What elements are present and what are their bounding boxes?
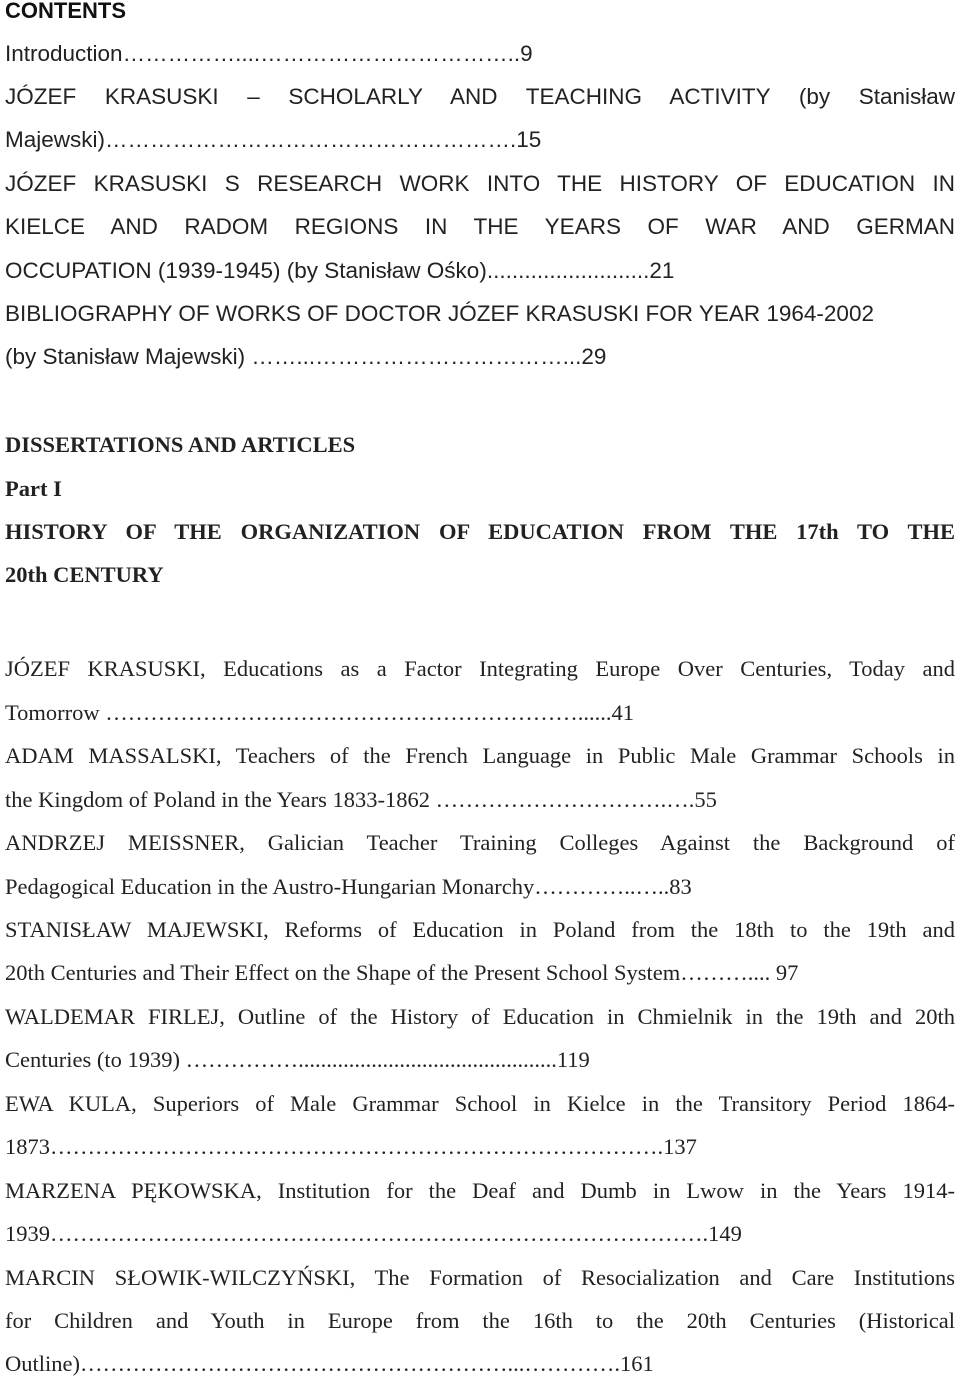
toc-line: (by Stanisław Majewski) ……...……………………………...29: [5, 344, 607, 369]
toc-line: ADAM MASSALSKI, Teachers of the French Language in Public Male Grammar Schools in: [5, 743, 955, 768]
toc-line: Pedagogical Education in the Austro-Hungarian Monarchy…………..…..83: [5, 874, 692, 899]
toc-line: ANDRZEJ MEISSNER, Galician Teacher Training Colleges Against the Background of: [5, 830, 955, 855]
toc-line: STANISŁAW MAJEWSKI, Reforms of Education in Poland from the 18th to the 19th and: [5, 917, 955, 942]
section-title: DISSERTATIONS AND ARTICLES: [5, 432, 356, 457]
toc-line: OCCUPATION (1939-1945) (by Stanisław Ośko)..........................21: [5, 258, 675, 283]
toc-line: Outline)…………………………………………………...………….161: [5, 1351, 654, 1376]
toc-line: JÓZEF KRASUSKI – SCHOLARLY AND TEACHING ACTIVITY (by Stanisław: [5, 84, 955, 109]
toc-line: WALDEMAR FIRLEJ, Outline of the History of Education in Chmielnik in the 19th and 20th: [5, 1004, 955, 1029]
contents-heading: CONTENTS: [5, 0, 126, 23]
toc-line: BIBLIOGRAPHY OF WORKS OF DOCTOR JÓZEF KRASUSKI FOR YEAR 1964-2002: [5, 301, 874, 326]
toc-line: JÓZEF KRASUSKI, Educations as a Factor Integrating Europe Over Centuries, Today and: [5, 656, 955, 681]
toc-line: 20th Centuries and Their Effect on the Shape of the Present School System……….... 97: [5, 960, 799, 985]
toc-line: for Children and Youth in Europe from the 16th to the 20th Centuries (Historical: [5, 1308, 955, 1333]
toc-line: EWA KULA, Superiors of Male Grammar School in Kielce in the Transitory Period 1864-: [5, 1091, 955, 1116]
part-title: Part I: [5, 476, 62, 501]
toc-line: Centuries (to 1939) ……………..............................................119: [5, 1047, 590, 1072]
toc-line: MARCIN SŁOWIK-WILCZYŃSKI, The Formation of Resocialization and Care Institutions: [5, 1265, 955, 1290]
toc-line: JÓZEF KRASUSKI S RESEARCH WORK INTO THE HISTORY OF EDUCATION IN: [5, 171, 955, 196]
toc-line: 1939…………………………………………………………………………….149: [5, 1221, 742, 1246]
part-heading-line: 20th CENTURY: [5, 562, 164, 587]
toc-line: Introduction……………....……………………………..9: [5, 41, 533, 66]
toc-line: Tomorrow ………………………………………………………......41: [5, 700, 635, 725]
toc-line: the Kingdom of Poland in the Years 1833-1862 ………………………….….55: [5, 787, 717, 812]
toc-line: Majewski)……………………………………………….15: [5, 127, 542, 152]
part-heading-line: HISTORY OF THE ORGANIZATION OF EDUCATION FROM THE 17th TO THE: [5, 519, 955, 544]
toc-line: 1873……………………………………………………………………….137: [5, 1134, 697, 1159]
toc-line: MARZENA PĘKOWSKA, Institution for the Deaf and Dumb in Lwow in the Years 1914-: [5, 1178, 955, 1203]
toc-line: KIELCE AND RADOM REGIONS IN THE YEARS OF WAR AND GERMAN: [5, 214, 955, 239]
